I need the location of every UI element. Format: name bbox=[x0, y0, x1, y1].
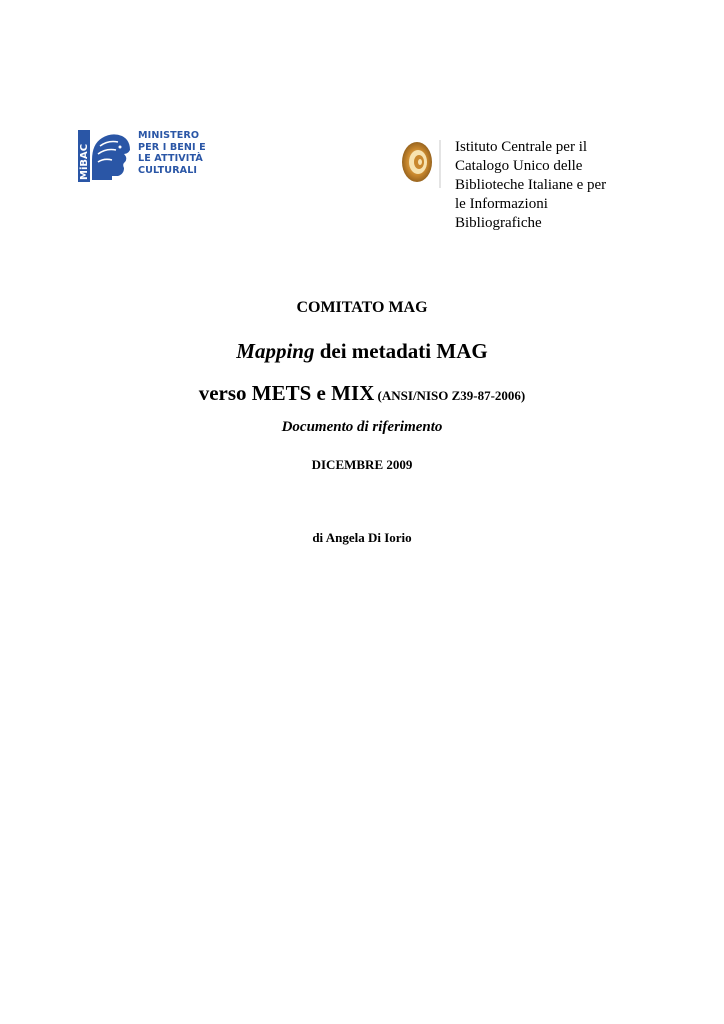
iccu-line: Catalogo Unico delle bbox=[455, 158, 583, 174]
mibac-line: LE ATTIVITÀ bbox=[138, 153, 203, 164]
mibac-emblem-icon bbox=[78, 130, 134, 182]
committee-heading: COMITATO MAG bbox=[296, 299, 428, 316]
mibac-line: CULTURALI bbox=[138, 164, 198, 176]
mibac-text bbox=[138, 130, 206, 176]
iccu-spiral-icon bbox=[400, 134, 444, 194]
mibac-vertical-text: MiBAC bbox=[79, 143, 90, 180]
document-subtitle bbox=[0, 381, 724, 406]
document-type: Documento di riferimento bbox=[281, 419, 443, 435]
iccu-line: le Informazioni bbox=[455, 196, 548, 212]
iccu-line: Bibliografiche bbox=[455, 215, 542, 231]
iccu-text bbox=[455, 138, 606, 233]
subtitle-standard: (ANSI/NISO Z39-87-2006) bbox=[374, 388, 526, 403]
document-author: di Angela Di Iorio bbox=[312, 530, 412, 545]
mibac-line: PER I BENI E bbox=[138, 141, 206, 153]
title-italic: Mapping bbox=[236, 339, 315, 363]
mibac-logo bbox=[78, 130, 208, 182]
iccu-line: Biblioteche Italiane e per bbox=[455, 177, 607, 193]
document-date: DICEMBRE 2009 bbox=[311, 457, 413, 472]
iccu-line: Istituto Centrale per il bbox=[455, 139, 588, 155]
subtitle-main: verso METS e MIX bbox=[198, 381, 375, 405]
mibac-line: MINISTERO bbox=[138, 130, 200, 141]
title-rest: dei metadati MAG bbox=[314, 339, 488, 363]
document-title bbox=[0, 339, 724, 364]
iccu-logo bbox=[400, 134, 444, 194]
